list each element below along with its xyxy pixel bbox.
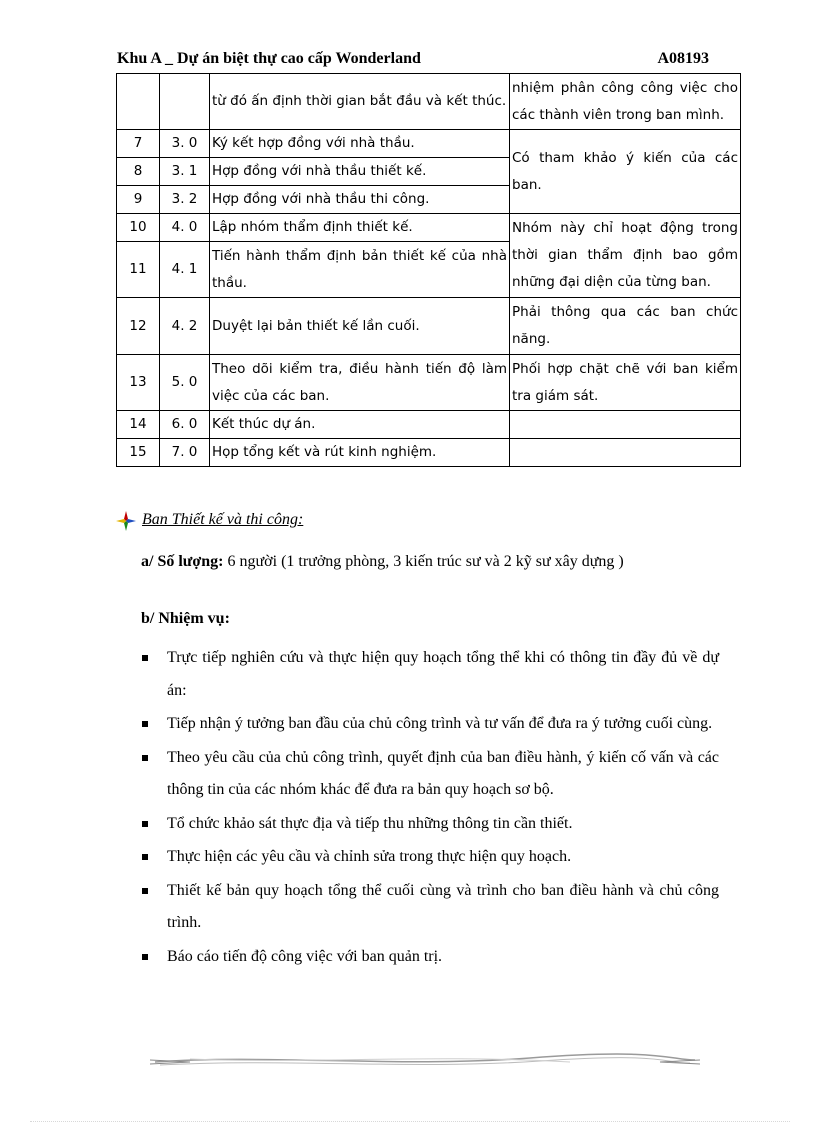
row-task: Ký kết hợp đồng với nhà thầu. (210, 130, 510, 158)
list-item (141, 808, 719, 841)
row-task: từ đó ấn định thời gian bắt đầu và kết thúc. (210, 74, 510, 130)
table-row (117, 214, 741, 242)
duty-list (141, 642, 719, 974)
row-note: nhiệm phân công công việc cho các thành viên trong ban mình. (510, 74, 741, 130)
duty-text: Tổ chức khảo sát thực địa và tiếp thu những thông tin cần thiết. (167, 814, 573, 832)
row-task: Duyệt lại bản thiết kế lần cuối. (210, 298, 510, 355)
row-note: Nhóm này chỉ hoạt động trong thời gian thẩm định bao gồm những đại diện của từng ban. (510, 214, 741, 298)
duty-text: Thiết kế bản quy hoạch tổng thể cuối cùng và trình cho ban điều hành và chủ công trình. (167, 881, 719, 931)
row-number: 8 (117, 158, 160, 186)
document-code: A08193 (657, 50, 709, 67)
decorative-scroll-divider (150, 1050, 700, 1072)
list-item (141, 875, 719, 940)
duty-text: Theo yêu cầu của chủ công trình, quyết định của ban điều hành, ý kiến cố vấn và các thông tin của các nhóm khác để đưa ra bản quy hoạch sơ bộ. (167, 748, 719, 798)
document-title: Khu A _ Dự án biệt thự cao cấp Wonderland (117, 50, 421, 67)
row-code: 3. 0 (160, 130, 210, 158)
row-number: 10 (117, 214, 160, 242)
duty-text: Thực hiện các yêu cầu và chỉnh sửa trong thực hiện quy hoạch. (167, 848, 572, 865)
quantity-text: 6 người (1 trưởng phòng, 3 kiến trúc sư và 2 kỹ sư xây dựng ) (223, 553, 624, 570)
task-table (116, 73, 741, 467)
row-number: 15 (117, 439, 160, 467)
four-color-diamond-bullet-icon (116, 511, 136, 531)
row-number: 12 (117, 298, 160, 355)
black-square-bullet-icon (142, 888, 148, 894)
row-number: 7 (117, 130, 160, 158)
duty-text: Báo cáo tiến độ công việc với ban quản trị. (167, 947, 443, 965)
row-code: 6. 0 (160, 411, 210, 439)
row-task: Hợp đồng với nhà thầu thi công. (210, 186, 510, 214)
table-row (117, 355, 741, 411)
row-code (160, 74, 210, 130)
row-note: Phải thông qua các ban chức năng. (510, 298, 741, 355)
footer-divider (30, 1121, 790, 1122)
table-row (117, 130, 741, 158)
table-row (117, 298, 741, 355)
table-row (117, 74, 741, 130)
row-task: Kết thúc dự án. (210, 411, 510, 439)
black-square-bullet-icon (142, 954, 148, 960)
section-heading (116, 510, 716, 534)
row-note (510, 411, 741, 439)
list-item (141, 708, 719, 741)
list-item (141, 941, 719, 974)
list-item (141, 642, 719, 707)
row-number (117, 74, 160, 130)
duty-text: Trực tiếp nghiên cứu và thực hiện quy hoạch tổng thể khi có thông tin đầy đủ về dự án: (167, 649, 719, 699)
duties-label: b/ Nhiệm vụ: (141, 610, 230, 627)
row-task: Theo dõi kiểm tra, điều hành tiến độ làm việc của các ban. (210, 355, 510, 411)
row-code: 3. 1 (160, 158, 210, 186)
row-code: 4. 0 (160, 214, 210, 242)
duty-text: Tiếp nhận ý tưởng ban đầu của chủ công trình và tư vấn để đưa ra ý tưởng cuối cùng. (167, 715, 713, 732)
list-item (141, 742, 719, 807)
row-number: 9 (117, 186, 160, 214)
row-number: 11 (117, 242, 160, 298)
black-square-bullet-icon (142, 821, 148, 827)
row-code: 7. 0 (160, 439, 210, 467)
section-title: Ban Thiết kế và thi công: (142, 511, 304, 528)
row-number: 14 (117, 411, 160, 439)
black-square-bullet-icon (142, 755, 148, 761)
row-task: Hợp đồng với nhà thầu thiết kế. (210, 158, 510, 186)
row-code: 4. 1 (160, 242, 210, 298)
row-note: Phối hợp chặt chẽ với ban kiểm tra giám sát. (510, 355, 741, 411)
quantity-label: a/ Số lượng: (141, 553, 224, 570)
row-code: 4. 2 (160, 298, 210, 355)
row-note: Có tham khảo ý kiến của các ban. (510, 130, 741, 214)
row-note (510, 439, 741, 467)
row-number: 13 (117, 355, 160, 411)
row-code: 3. 2 (160, 186, 210, 214)
black-square-bullet-icon (142, 854, 148, 860)
list-item (141, 841, 719, 874)
page-header (117, 50, 709, 72)
row-task: Lập nhóm thẩm định thiết kế. (210, 214, 510, 242)
table-row (117, 439, 741, 467)
row-code: 5. 0 (160, 355, 210, 411)
row-task: Họp tổng kết và rút kinh nghiệm. (210, 439, 510, 467)
table-row (117, 411, 741, 439)
black-square-bullet-icon (142, 721, 148, 727)
row-task: Tiến hành thẩm định bản thiết kế của nhà thầu. (210, 242, 510, 298)
black-square-bullet-icon (142, 655, 148, 661)
quantity-paragraph (141, 546, 723, 577)
